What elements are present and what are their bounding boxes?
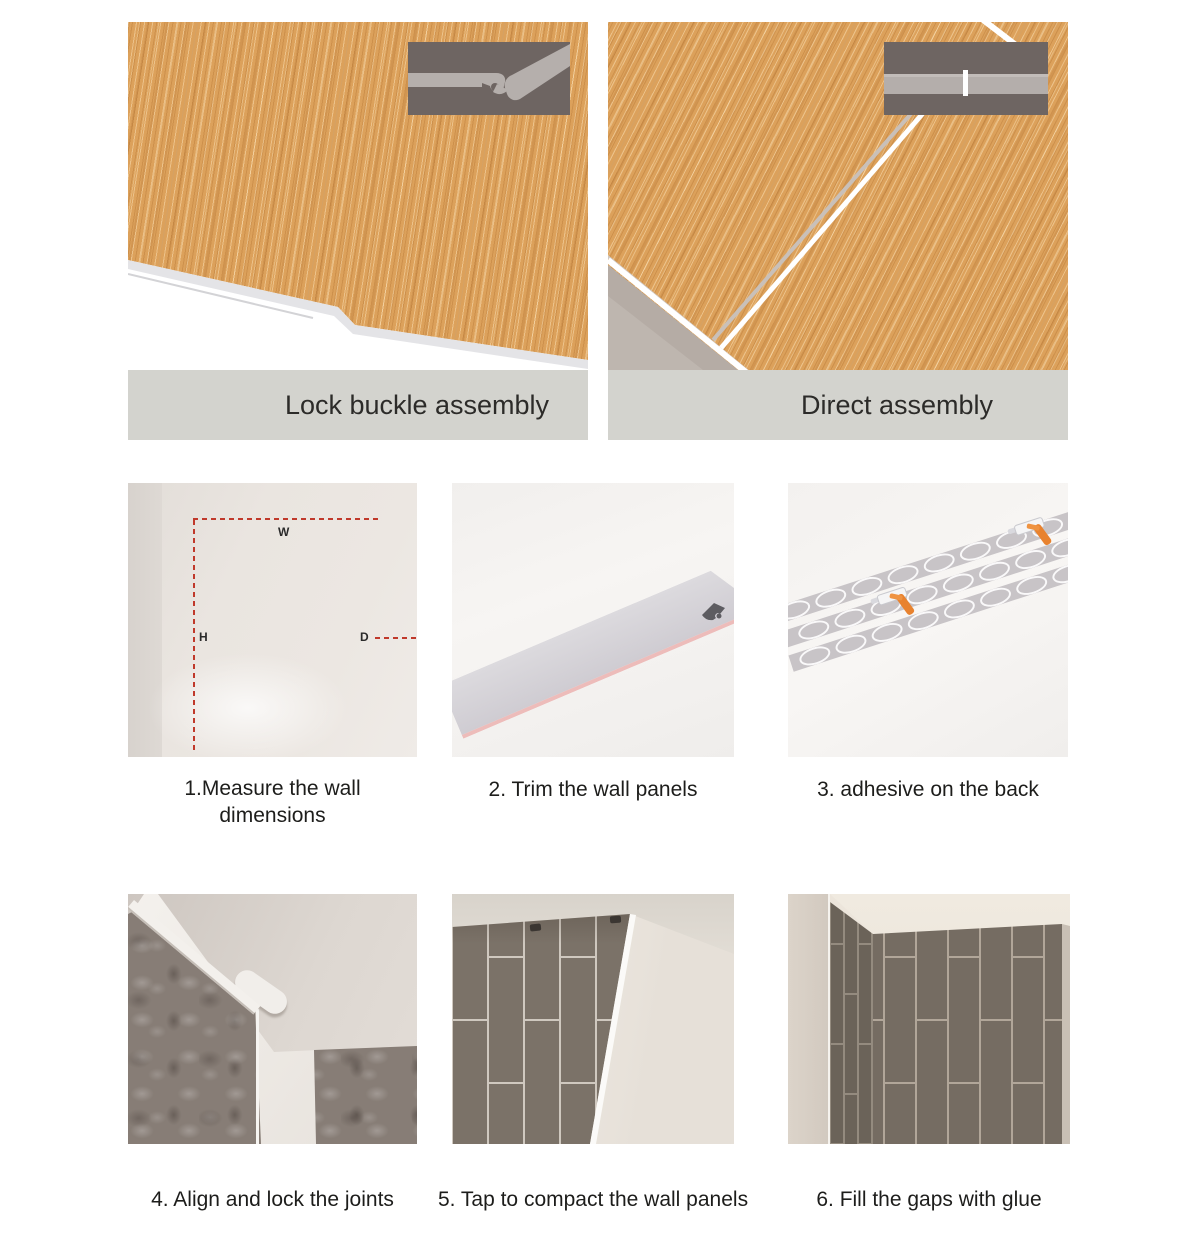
clip-icon	[610, 916, 621, 924]
depth-label: D	[360, 630, 369, 644]
step5-label: 5. Tap to compact the wall panels	[437, 1188, 749, 1211]
lock-buckle-label: Lock buckle assembly	[284, 389, 550, 420]
butt-joint-profile	[884, 42, 1048, 115]
step1-measure-image	[128, 483, 417, 757]
height-label: H	[199, 630, 208, 644]
width-label: W	[278, 525, 290, 539]
step6-label: 6. Fill the gaps with glue	[816, 1188, 1042, 1211]
utility-knife-icon	[698, 599, 728, 625]
step4-caption	[128, 1188, 417, 1212]
step4-lock-image	[128, 894, 417, 1144]
panel-seam-line	[256, 1009, 259, 1144]
step6-glue-image	[788, 894, 1070, 1144]
step6-caption	[788, 1188, 1070, 1212]
lock-joint-profile	[408, 42, 570, 115]
width-dashed-line	[193, 518, 380, 520]
step2-label: 2. Trim the wall panels	[488, 778, 698, 801]
lock-buckle-panel	[128, 22, 588, 440]
step2-caption	[452, 778, 734, 802]
step4-label: 4. Align and lock the joints	[151, 1188, 394, 1211]
wall-light-glow	[148, 653, 348, 757]
step3-caption	[788, 778, 1068, 802]
depth-dashed-line	[375, 637, 417, 639]
step2-trim-image	[452, 483, 734, 757]
butt-joint-inset-diagram	[884, 42, 1048, 115]
lock-joint-inset-diagram	[408, 42, 570, 115]
step1-caption	[128, 775, 417, 829]
step5-caption	[437, 1188, 749, 1212]
glue-swirl	[788, 597, 812, 623]
left-wall-edge	[788, 894, 830, 1144]
direct-assembly-photo	[608, 22, 1068, 370]
clip-icon	[530, 923, 542, 931]
step3-label: 3. adhesive on the back	[817, 778, 1039, 801]
direct-assembly-caption	[608, 370, 1068, 440]
direct-assembly-label: Direct assembly	[800, 389, 994, 420]
lock-buckle-caption	[128, 370, 588, 440]
lock-buckle-photo	[128, 22, 588, 370]
step1-label: 1.Measure the wall dimensions	[184, 777, 361, 827]
step5-tap-image	[452, 894, 734, 1144]
direct-assembly-panel	[608, 22, 1068, 440]
height-dashed-line	[193, 520, 195, 750]
step3-adhesive-image	[788, 483, 1068, 757]
